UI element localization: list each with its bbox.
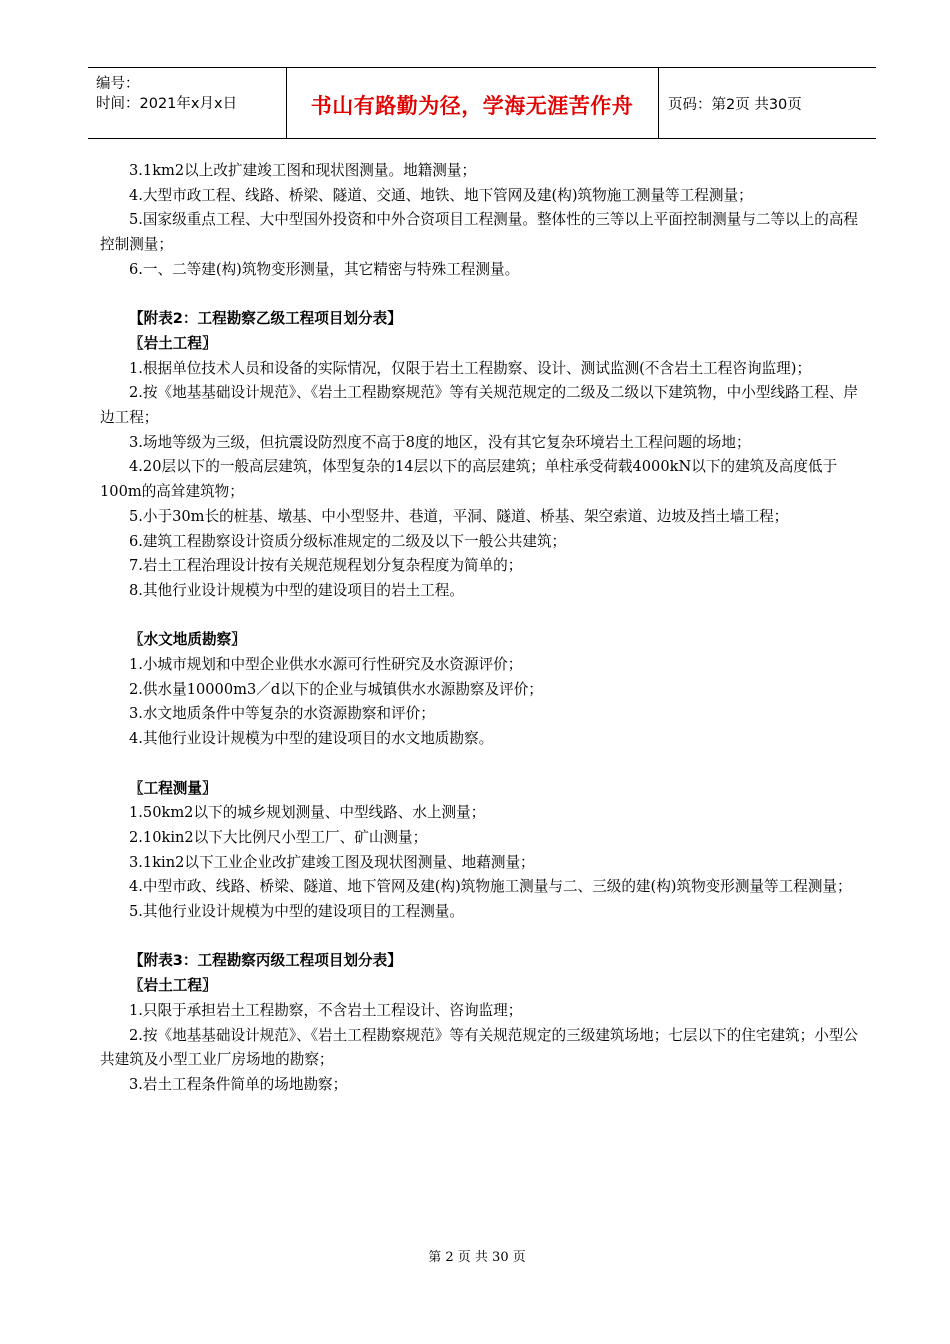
paragraph: 2.10kin2以下大比例尺小型工厂、矿山测量； bbox=[129, 828, 428, 846]
paragraph: 4.20层以下的一般高层建筑，体型复杂的14层以下的高层建筑；单柱承受荷载4000kN以下的建筑及高度低于100m的高耸建筑物； bbox=[100, 458, 838, 501]
paragraph: 1.小城市规划和中型企业供水水源可行性研究及水资源评价； bbox=[129, 656, 523, 674]
paragraph: 5.其他行业设计规模为中型的建设项目的工程测量。 bbox=[129, 903, 464, 921]
spacer bbox=[100, 925, 865, 950]
paragraph: 2.按《地基基础设计规范》、《岩土工程勘察规范》等有关规范规定的三级建筑场地；七层以下的住宅建筑；小型公共建筑及小型工业厂房场地的勘察； bbox=[100, 1026, 859, 1069]
paragraph: 1.50km2以下的城乡规划测量、中型线路、水上测量； bbox=[129, 804, 486, 822]
subsection-heading-survey: 〖工程测量〗 bbox=[129, 779, 217, 797]
number-label: 编号： bbox=[96, 76, 140, 92]
spacer bbox=[100, 604, 865, 629]
paragraph: 5.小于30m长的桩基、墩基、中小型竖井、巷道，平洞、隧道、桥基、架空索道、边坡及挡土墙工程； bbox=[129, 507, 789, 525]
paragraph: 3.岩土工程条件简单的场地勘察； bbox=[129, 1075, 348, 1093]
header-left-cell bbox=[88, 68, 287, 138]
paragraph: 4.其他行业设计规模为中型的建设项目的水文地质勘察。 bbox=[129, 730, 494, 748]
paragraph: 2.按《地基基础设计规范》、《岩土工程勘察规范》等有关规范规定的二级及二级以下建筑物，中小型线路工程、岸边工程； bbox=[100, 384, 859, 427]
time-label: 时间：2021年x月x日 bbox=[96, 96, 238, 112]
document-body bbox=[100, 159, 865, 1098]
paragraph: 3.水文地质条件中等复杂的水资源勘察和评价； bbox=[129, 705, 435, 723]
paragraph: 8.其他行业设计规模为中型的建设项目的岩土工程。 bbox=[129, 581, 464, 599]
header-page-label: 页码：第2页 共30页 bbox=[668, 97, 802, 113]
header-motto-cell bbox=[286, 68, 659, 138]
header-motto: 书山有路勤为径，学海无涯苦作舟 bbox=[310, 94, 634, 118]
subsection-heading-hydro: 〖水文地质勘察〗 bbox=[129, 631, 246, 649]
paragraph: 3.场地等级为三级，但抗震设防烈度不高于8度的地区，没有其它复杂环境岩土工程问题的场地； bbox=[129, 433, 751, 451]
paragraph: 6.建筑工程勘察设计资质分级标准规定的二级及以下一般公共建筑； bbox=[129, 532, 567, 550]
section-heading-table2: 【附表2：工程勘察乙级工程项目划分表】 bbox=[129, 310, 402, 328]
paragraph: 1.只限于承担岩土工程勘察，不含岩土工程设计、咨询监理； bbox=[129, 1001, 523, 1019]
spacer bbox=[100, 283, 865, 308]
paragraph: 7.岩土工程治理设计按有关规范规程划分复杂程度为简单的； bbox=[129, 557, 523, 575]
paragraph: 2.供水量10000m3／d以下的企业与城镇供水水源勘察及评价； bbox=[129, 680, 543, 698]
paragraph: 4.大型市政工程、线路、桥梁、隧道、交通、地铁、地下管网及建(构)筑物施工测量等工程测量； bbox=[129, 186, 753, 204]
subsection-heading-geotech-3: 〖岩土工程〗 bbox=[129, 977, 217, 995]
header-right-cell bbox=[658, 68, 876, 138]
paragraph: 1.根据单位技术人员和设备的实际情况，仅限于岩土工程勘察、设计、测试监测(不含岩土工程咨询监理)； bbox=[129, 359, 812, 377]
subsection-heading-geotech: 〖岩土工程〗 bbox=[129, 334, 217, 352]
spacer bbox=[100, 752, 865, 777]
paragraph: 3.1km2以上改扩建竣工图和现状图测量。地籍测量； bbox=[129, 162, 477, 179]
paragraph: 5.国家级重点工程、大中型国外投资和中外合资项目工程测量。整体性的三等以上平面控制测量与二等以上的高程控制测量； bbox=[100, 211, 859, 254]
paragraph: 4.中型市政、线路、桥梁、隧道、地下管网及建(构)筑物施工测量与二、三级的建(构)筑物变形测量等工程测量； bbox=[129, 878, 852, 896]
section-heading-table3: 【附表3：工程勘察丙级工程项目划分表】 bbox=[129, 952, 402, 970]
page-header bbox=[88, 67, 876, 139]
paragraph: 3.1kin2以下工业企业改扩建竣工图及现状图测量、地藉测量； bbox=[129, 853, 535, 871]
paragraph: 6.一、二等建(构)筑物变形测量，其它精密与特殊工程测量。 bbox=[129, 260, 520, 278]
page-footer: 第 2 页 共 30 页 bbox=[428, 1250, 526, 1265]
